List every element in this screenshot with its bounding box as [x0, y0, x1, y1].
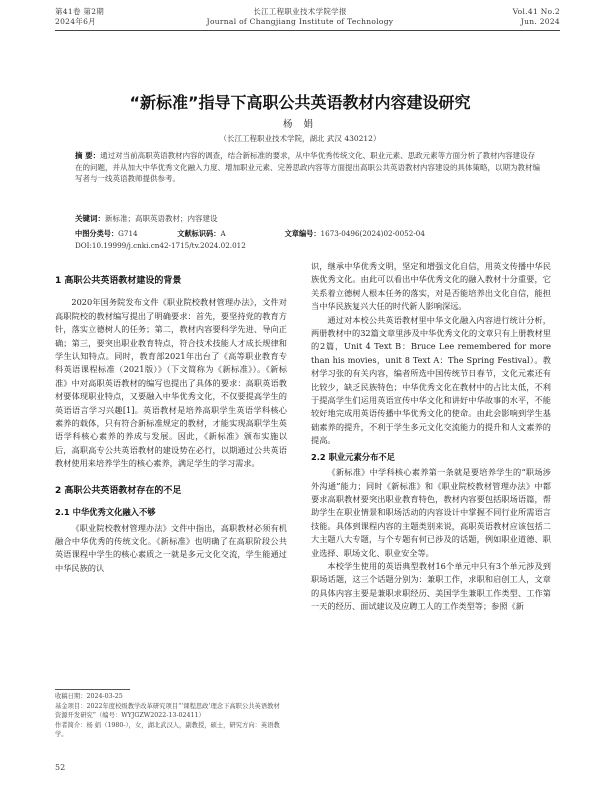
paper-title: “新标准”指导下高职公共英语教材内容建设研究 — [129, 93, 471, 112]
keywords-label: 关键词： — [75, 214, 105, 223]
abstract-label: 摘 要： — [75, 151, 101, 160]
right-column — [311, 260, 551, 614]
clc-label: 中图分类号： — [75, 229, 119, 238]
classification-line — [75, 228, 425, 239]
header-vol-no: Vol.41 No.2 — [512, 7, 560, 16]
header-journal-cn: 长江工程职业技术学院学报 — [253, 7, 347, 16]
section-2-1-heading: 2.1 中华优秀文化融入不够 — [55, 507, 156, 518]
left-column — [55, 265, 287, 575]
article-no-label: 文章编号： — [284, 229, 321, 238]
footnote-fund: 基金项目：2022年度校级教学改革研究项目“‘课程思政’理念下高职公共英语教材资源开发研究”（编号：WYJGZW2022-13-02411） — [55, 702, 280, 719]
header-journal — [160, 7, 440, 27]
clc-value: G714 — [118, 229, 138, 238]
abstract-text: 通过对当前高职英语教材内容的调查，结合新标准的要求，从中华优秀传统文化、职业元素、思政元素等方面分析了教材内容建设存在的问题，并从加大中华优秀文化融入力度、增加职业元素、完善思政内容等方面提出高职公共英语教材内容建设的具体策略，以期为教材编写者与一线英语教师提供参考。 — [75, 151, 540, 183]
footnotes — [55, 692, 285, 740]
header-divider — [55, 30, 560, 31]
paragraph-units: 本校学生使用的英语典型教材16个单元中只有3个单元涉及到职场话题，这三个话题分别为：兼职工作，求职和启创工人，文章的具体内容主要是兼职求职经历、美国学生兼职工作类型、工作第一天的经历、面试建议及应聘工人的工作类型等；参照《新 — [311, 560, 551, 612]
doc-code-value: A — [220, 229, 226, 238]
doi: DOI:10.19999/j.cnki.cn42-1715/tv.2024.02.012 — [75, 241, 246, 250]
continued-paragraph: 识，继承中华优秀文明，坚定和增强文化自信，用英文传播中华民族优秀文化。由此可以看出中华优秀文化的融入教材十分重要，它关系着立德树人根本任务的落实，对是否能培养出文化自信，能担当中华民族复兴大任的时代新人影响深远。 — [311, 261, 551, 312]
paragraph-textbook-stats: 通过对本校公共英语教材里中华文化融入内容进行统计分析，两册教材中的32篇文章里涉及中华优秀文化的文章只有上册教材里的2篇，Unit 4 Text B：Bruce Lee remembered for more than his movies，unit 8 Text A：The Spring Festival）。教材学习张的有关内容，编者所选中国传统节日春节，文化元素还有比较少，缺乏民族特色；中华优秀文化在教材中的占比太低，不利于提高学生们运用英语宣传中华文化和讲好中华故事的水平，不能较好地完成用英语传播中华优秀文化的使命。由此会影响到学生基础素养的提升，不利于学生多元文化交流能力的提升和人文素养的提高。 — [311, 314, 551, 446]
footnote-received: 收稿日期：2024-03-25 — [55, 693, 123, 700]
header-date-en: Jun. 2024 — [520, 17, 560, 26]
section-1-paragraph: 2020年国务院发布文件《职业院校教材管理办法》，文件对高职院校的教材编写提出了明确要求：首先，要坚持党的教育方针，落实立德树人的任务；第二，教材内容要科学先进、导向正确；第三，要突出职业教育特点，符合技术技能人才成长规律和学生认知特点。同时，教育部2021年出台了《高等职业教育专科英语课程标准（2021版）》（下文简称为《新标准》）。《新标准》中对高职英语教材的编写也提出了具体的要求：高职英语教材要体现职业特点，又要融入中华优秀文化，不仅要提高学生的英语语言学习兴趣[1]。英语教材是培养高职学生英语学科核心素养的载体，只有符合新标准规定的教材，才能实现高职学生英语学科核心素养的养成与发展。因此，《新标准》颁布实施以后，高职高专公共英语教材的建设势在必行，以期通过公共英语教材使用来培养学生的核心素养，满足学生的学习需求。 — [55, 297, 287, 469]
header-journal-en: Journal of Changjiang Institute of Technology — [206, 17, 394, 26]
paragraph-professional-elements: 《新标准》中学科核心素养第一条就是要培养学生的“职场涉外沟通”能力；同时《新标准》和《职业院校教材管理办法》中都要求高职教材要突出职业教育特色，教材内容要包括职场语篇，帮助学生在职业情景和职场活动的内容设计中掌握不同行业所需语言技能。具体到课程内容的主题类别来说，高职英语教材应该包括二大主题八大专题，与个专题有何已涉及的话题，例如职业道德、职业选择、职场文化、职业安全等。 — [311, 467, 551, 558]
header-volume — [55, 7, 104, 27]
footnote-bio: 作者简介：杨 娟（1980-），女，湖北武汉人，副教授，硕士，研究方向：英语教学。 — [55, 721, 280, 738]
abstract — [75, 150, 540, 185]
paper-author: 杨 娟 — [282, 119, 318, 130]
author-affiliation: （长江工程职业技术学院，湖北 武汉 430212） — [219, 134, 381, 143]
article-no-value: 1673-0496(2024)02-0052-04 — [320, 229, 425, 238]
page-number: 52 — [55, 763, 66, 772]
section-2-2-heading: 2.2 职业元素分布不足 — [311, 451, 395, 462]
keywords — [75, 213, 540, 224]
doc-code-label: 文献标识码： — [177, 229, 221, 238]
footnote-divider — [55, 689, 130, 690]
section-2-heading: 2 高职公共英语教材存在的不足 — [55, 485, 182, 496]
header-volume-issue: 第41卷 第2期 — [55, 7, 105, 16]
section-1-heading: 1 高职公共英语教材建设的背景 — [55, 276, 182, 286]
header-date: 2024年6月 — [55, 17, 96, 26]
header-volume-en — [513, 7, 560, 27]
section-2-1-paragraph: 《职业院校教材管理办法》文件中指出，高职教材必须有机融合中华优秀的传统文化。《新标准》也明确了在高职阶段公共英语课程中学生的核心素质之一就是多元文化交流，学生能通过中华民族的认 — [55, 522, 287, 573]
keywords-text: 新标准；高职英语教材；内容建设 — [105, 214, 218, 223]
